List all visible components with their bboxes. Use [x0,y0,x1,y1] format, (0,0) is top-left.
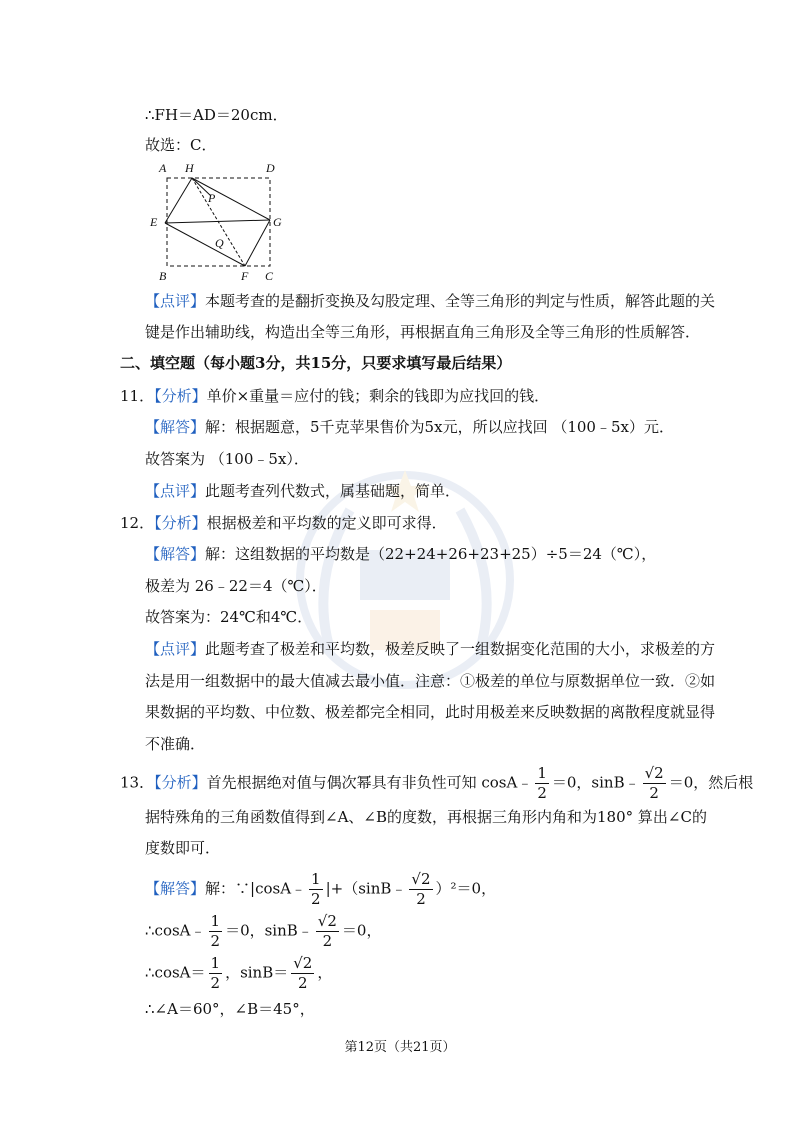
analysis-text: 单价×重量＝应付的钱；剩余的钱即为应找回的钱． [206,387,550,405]
analysis-tag: 【分析】 [154,387,207,405]
q12-analysis [120,512,447,534]
segment-gf [245,220,270,266]
fraction-half: $\frac{1}{2}$ [210,954,221,992]
q13-step-3: ∴∠A＝60°，∠B＝45°， [145,1000,315,1018]
q12-comment-line-1 [145,638,715,660]
comment-text: 法是用一组数据中的最大值减去最小值．注意： [145,672,461,690]
label-d: D [266,161,275,175]
q13-number: 13． [120,773,155,792]
q11-number: 11． [120,387,155,405]
q12-comment-line-2 [145,670,715,692]
segment-ef [165,223,245,266]
fraction-root2-over-2: $\frac{√2}{2}$ [317,912,337,950]
comment-tag: 【点评】 [145,640,206,658]
q13-step-1 [145,914,381,949]
analysis-tag: 【分析】 [154,514,207,532]
label-p: P [208,191,216,205]
q12-comment-line-3: 果数据的平均数、中位数、极差都完全相同，此时用极差来反映数据的离散程度就显得 [145,703,716,721]
step-text: ∴cosA＝ [145,963,206,982]
q13-analysis-line-3: 度数即可． [145,839,221,857]
label-b: B [159,269,167,283]
comment-text: 此题考查了极差和平均数，极差反映了一组数据变化范围的大小，求极差的方 [205,640,716,658]
segment-he [165,178,192,223]
fraction-root2-over-2: $\frac{√2}{2}$ [293,954,313,992]
comment-1-line-2: 键是作出辅助线，构造出全等三角形，再根据直角三角形及全等三角形的性质解答． [145,323,701,341]
comment-text: 极差的单位与原数据单位一致． [475,672,686,690]
answer-text: 解：根据题意，5千克苹果售价为5x元，所以应找回 （100﹣5x）元． [205,418,674,436]
segment-hg [192,178,270,220]
analysis-text: ＝0，sinB﹣ [551,773,640,792]
q13-step-2 [145,956,332,991]
step-text: ＝0， [341,921,382,940]
circled-number: ② [685,672,701,690]
comment-text: 本题考查的是翻折变换及勾股定理、全等三角形的判定与性质，解答此题的关 [205,292,716,310]
answer-text: 解：这组数据的平均数是（22+24+26+23+25）÷5＝24（℃）， [205,545,657,563]
circled-number: ① [460,672,476,690]
label-c: C [265,269,274,283]
q11-answer [145,416,674,438]
comment-tag: 【点评】 [145,292,206,310]
geometry-figure [145,158,295,288]
q12-comment-line-4: 不准确． [145,735,206,753]
fraction-half: $\frac{1}{2}$ [311,870,321,908]
answer-text: 解：∵|cosA﹣ [205,879,307,898]
q11-comment [145,480,460,502]
q13-answer-line [145,872,496,907]
step-text: ， [317,963,333,982]
q13-analysis-line-1 [120,766,753,801]
label-g: G [273,215,282,229]
analysis-text: 首先根据绝对值与偶次幂具有非负性可知 cosA﹣ [206,773,533,792]
answer-tag: 【解答】 [145,418,206,436]
label-h: H [185,161,194,175]
answer-text: ）²＝0， [435,879,497,898]
q12-final: 故答案为：24℃和4℃． [145,608,313,626]
step-text: ∴cosA﹣ [145,921,206,940]
analysis-text: ＝0，然后根 [668,773,754,792]
q12-range: 极差为 26﹣22＝4（℃）． [145,577,327,595]
answer-tag: 【解答】 [145,879,206,898]
comment-tag: 【点评】 [145,482,206,500]
q11-final: 故答案为 （100﹣5x）． [145,450,309,468]
answer-tag: 【解答】 [145,545,206,563]
analysis-tag: 【分析】 [154,773,207,792]
conclusion-line: ∴FH＝AD＝20cm． [145,106,288,124]
page-footer: 第12页（共21页） [344,1040,456,1055]
analysis-text: 根据极差和平均数的定义即可求得． [206,514,447,532]
label-f: F [241,269,249,283]
q11-analysis [120,385,549,407]
comment-1-line-1 [145,290,715,312]
step-text: ，sinB＝ [225,963,289,982]
segment-eg [165,220,270,223]
answer-text: |+（sinB﹣ [325,879,407,898]
fraction-half: $\frac{1}{2}$ [537,764,547,802]
step-text: ＝0，sinB﹣ [225,921,313,940]
fraction-root2-over-2: $\frac{√2}{2}$ [644,764,664,802]
label-q: Q [215,236,224,250]
comment-text: 如 [700,672,716,690]
label-e: E [150,215,158,229]
q12-answer [145,543,656,565]
q12-number: 12． [120,514,155,532]
label-a: A [159,161,167,175]
comment-text: 此题考查列代数式，属基础题，简单． [205,482,461,500]
fraction-root2-over-2: $\frac{√2}{2}$ [411,870,431,908]
fraction-half: $\frac{1}{2}$ [210,912,221,950]
section-heading: 二、填空题（每小题3分，共15分，只要求填写最后结果） [120,354,512,372]
q13-analysis-line-2: 据特殊角的三角函数值得到∠A、∠B的度数，再根据三角形内角和为180° 算出∠C的 [145,808,707,826]
choice-line: 故选：C． [145,136,217,154]
